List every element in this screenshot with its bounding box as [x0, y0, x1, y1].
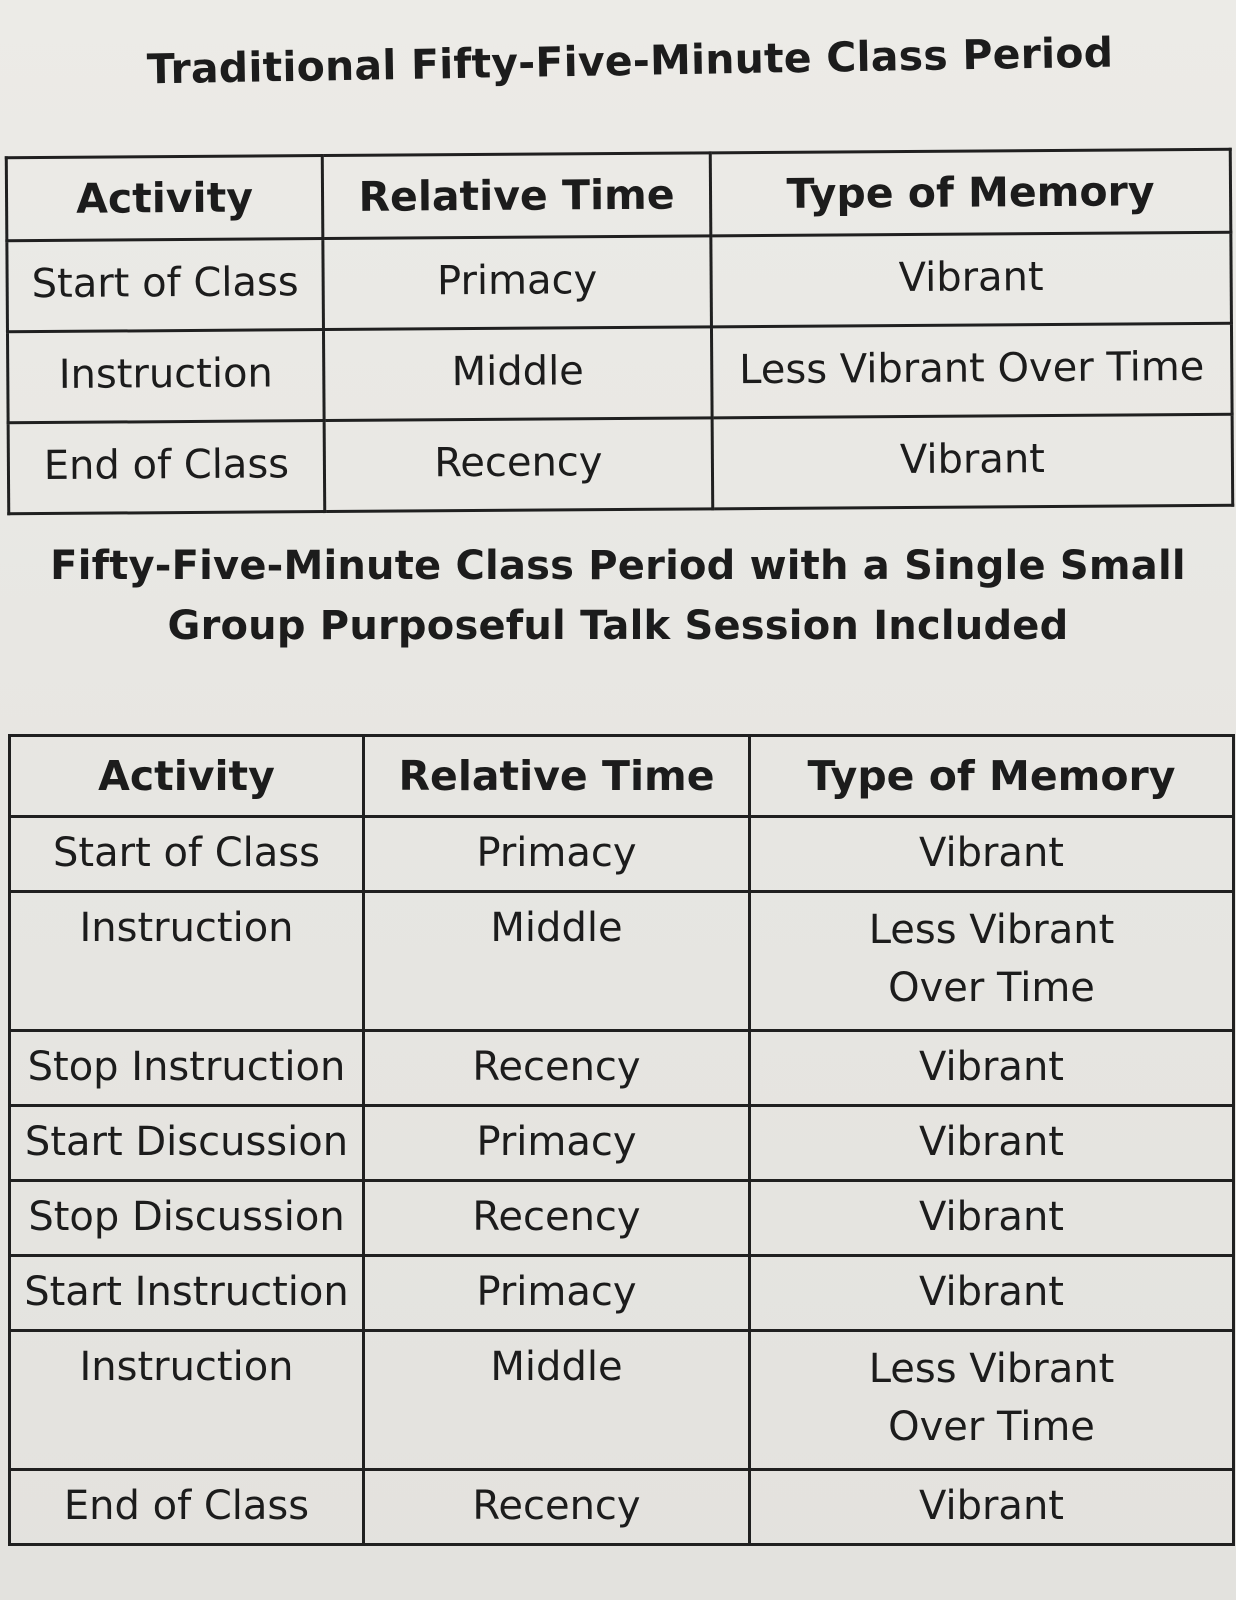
table-row [8, 414, 1233, 514]
table-header-row [6, 149, 1231, 241]
cell-activity: End of Class [10, 1470, 364, 1545]
header-relative-time: Relative Time [364, 736, 750, 817]
cell-memory: Vibrant [712, 414, 1233, 509]
cell-memory: Less Vibrant Over Time [711, 323, 1232, 418]
cell-relative-time: Primacy [364, 1106, 750, 1181]
cell-memory: Vibrant [750, 1106, 1234, 1181]
cell-activity: Instruction [10, 1331, 364, 1470]
table2-title-line2: Group Purposeful Talk Session Included [167, 603, 1069, 649]
cell-activity: Start of Class [7, 239, 324, 332]
cell-activity: Instruction [10, 892, 364, 1031]
cell-activity: Start of Class [10, 817, 364, 892]
table-row [7, 232, 1232, 332]
cell-activity: End of Class [8, 421, 325, 514]
cell-activity: Stop Discussion [10, 1181, 364, 1256]
traditional-class-table [5, 148, 1234, 516]
header-activity: Activity [10, 736, 364, 817]
table-row [7, 323, 1232, 423]
cell-memory [750, 892, 1234, 1031]
table-header-row [10, 736, 1234, 817]
header-relative-time: Relative Time [322, 153, 711, 239]
cell-memory: Vibrant [750, 1470, 1234, 1545]
cell-activity: Stop Instruction [10, 1031, 364, 1106]
talk-session-class-table [8, 734, 1235, 1546]
cell-memory-text [751, 893, 1232, 1017]
cell-activity: Start Discussion [10, 1106, 364, 1181]
cell-relative-time: Middle [364, 892, 750, 1031]
cell-relative-time: Primacy [323, 236, 712, 330]
cell-memory-line2: Over Time [888, 1404, 1095, 1450]
header-type-of-memory: Type of Memory [710, 149, 1231, 236]
cell-activity: Instruction [7, 330, 324, 423]
header-activity: Activity [6, 156, 323, 241]
cell-memory: Vibrant [750, 1031, 1234, 1106]
cell-relative-time: Primacy [364, 1256, 750, 1331]
cell-memory: Vibrant [750, 817, 1234, 892]
cell-relative-time: Recency [364, 1470, 750, 1545]
cell-memory: Vibrant [711, 232, 1232, 327]
table-row [10, 817, 1234, 892]
cell-relative-time: Primacy [364, 817, 750, 892]
cell-relative-time: Recency [324, 418, 713, 512]
cell-memory [750, 1331, 1234, 1470]
table-row [10, 1106, 1234, 1181]
cell-relative-time: Recency [364, 1181, 750, 1256]
header-type-of-memory: Type of Memory [750, 736, 1234, 817]
table2-title-line1: Fifty-Five-Minute Class Period with a Single Small [50, 543, 1186, 589]
cell-relative-time: Recency [364, 1031, 750, 1106]
cell-relative-time: Middle [364, 1331, 750, 1470]
cell-activity: Start Instruction [10, 1256, 364, 1331]
table2-title [0, 536, 1236, 656]
cell-memory-text [751, 1332, 1232, 1456]
table1-title: Traditional Fifty-Five-Minute Class Period [146, 28, 1114, 94]
cell-memory-line1: Less Vibrant [868, 907, 1115, 953]
table-row [10, 892, 1234, 1031]
table-row [10, 1031, 1234, 1106]
table-row [10, 1256, 1234, 1331]
cell-memory-line1: Less Vibrant [868, 1346, 1115, 1392]
cell-memory: Vibrant [750, 1181, 1234, 1256]
table-row [10, 1181, 1234, 1256]
cell-memory-line2: Over Time [888, 965, 1095, 1011]
table-row [10, 1470, 1234, 1545]
cell-relative-time: Middle [323, 327, 712, 421]
table-row [10, 1331, 1234, 1470]
cell-memory: Vibrant [750, 1256, 1234, 1331]
